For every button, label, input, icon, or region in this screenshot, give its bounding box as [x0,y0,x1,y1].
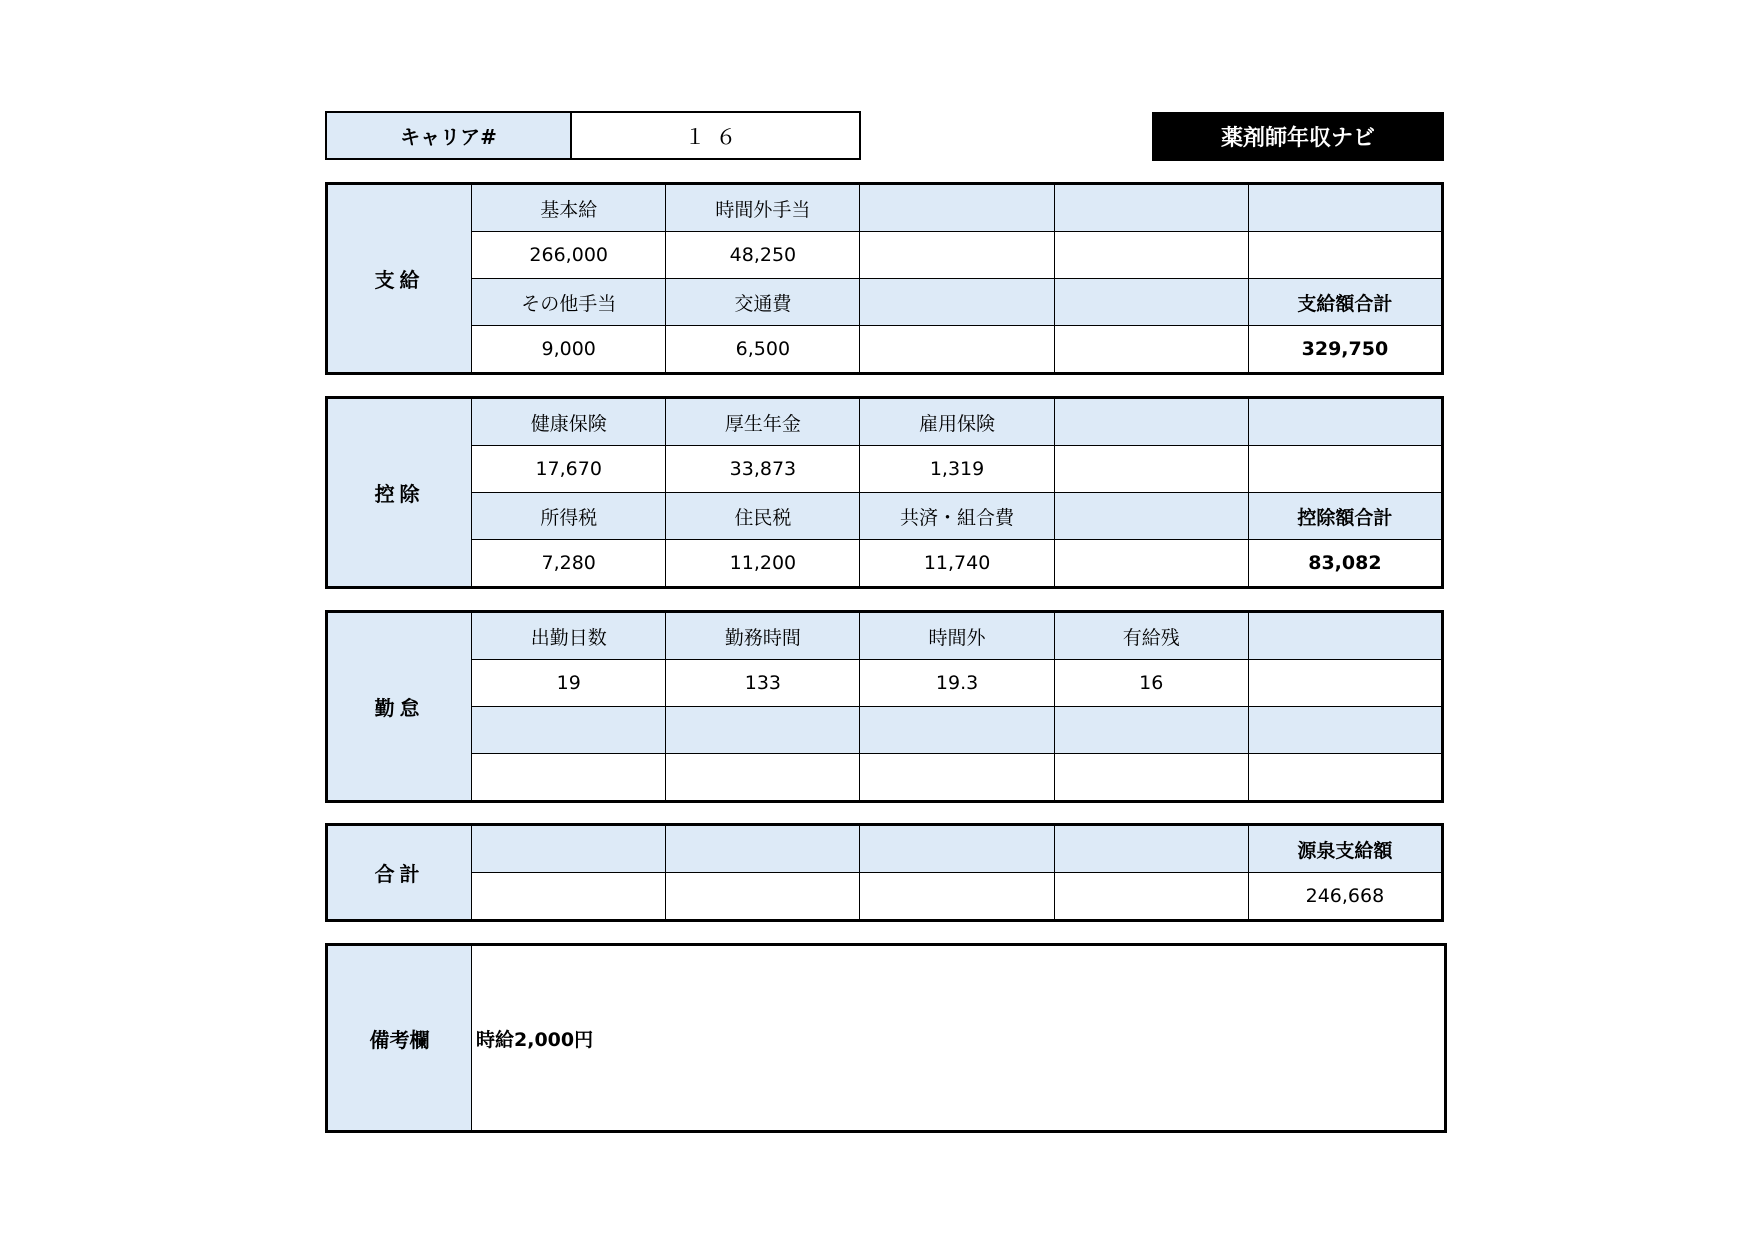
deduction-label-health-insurance: 健康保険 [472,398,666,446]
payment-value-empty [1054,326,1248,374]
deduction-label-employment-insurance: 雇用保険 [860,398,1054,446]
attendance-empty-label-cell [1054,707,1248,754]
deduction-label-empty [1248,398,1442,446]
attendance-empty-label-cell [666,707,860,754]
attendance-empty-value-cell [666,754,860,802]
attendance-value-paid-leave: 16 [1054,660,1248,707]
attendance-value-overtime: 19.3 [860,660,1054,707]
total-value-empty [666,873,860,921]
payment-label-empty [1248,184,1442,232]
attendance-empty-value-cell [860,754,1054,802]
total-label-empty [860,825,1054,873]
payment-label-basic-salary: 基本給 [472,184,666,232]
payment-value-empty [860,326,1054,374]
attendance-empty-label-cell [472,707,666,754]
payment-label-empty [860,279,1054,326]
attendance-empty-value-cell [472,754,666,802]
attendance-empty-value-cell [1248,754,1442,802]
remarks-title: 備考欄 [327,945,472,1132]
total-label-withholding-payment: 源泉支給額 [1248,825,1442,873]
payment-value-empty [1248,232,1442,279]
deduction-label-income-tax: 所得税 [472,493,666,540]
payment-value-empty [1054,232,1248,279]
total-value-empty [1054,873,1248,921]
total-label-empty [666,825,860,873]
payment-section [325,182,1444,375]
attendance-value-work-hours: 133 [666,660,860,707]
payment-label-empty [860,184,1054,232]
deduction-value-empty [1054,540,1248,588]
payment-label-total: 支給額合計 [1248,279,1442,326]
total-title: 合計 [327,825,472,921]
total-label-empty [472,825,666,873]
payment-value-basic-salary: 266,000 [472,232,666,279]
brand-title: 薬剤師年収ナビ [1152,112,1444,161]
deduction-value-pension: 33,873 [666,446,860,493]
attendance-label-empty [1248,612,1442,660]
payment-label-transportation: 交通費 [666,279,860,326]
career-header [325,111,861,160]
attendance-label-paid-leave: 有給残 [1054,612,1248,660]
career-label: キャリア# [326,112,571,159]
payment-value-empty [860,232,1054,279]
attendance-empty-label-cell [1248,707,1442,754]
attendance-label-workdays: 出勤日数 [472,612,666,660]
remarks-text: 時給2,000円 [472,945,1446,1132]
payment-value-total: 329,750 [1248,326,1442,374]
total-value-withholding-payment: 246,668 [1248,873,1442,921]
payment-value-overtime-allowance: 48,250 [666,232,860,279]
payment-value-transportation: 6,500 [666,326,860,374]
payment-title: 支給 [327,184,472,374]
deduction-label-union-fee: 共済・組合費 [860,493,1054,540]
attendance-label-overtime: 時間外 [860,612,1054,660]
deduction-label-total: 控除額合計 [1248,493,1442,540]
total-label-empty [1054,825,1248,873]
payment-label-empty [1054,279,1248,326]
career-number: １６ [571,112,860,159]
deduction-label-empty [1054,398,1248,446]
remarks-section [325,943,1447,1133]
deduction-value-empty [1054,446,1248,493]
attendance-label-work-hours: 勤務時間 [666,612,860,660]
attendance-empty-value-cell [1054,754,1248,802]
deduction-label-pension: 厚生年金 [666,398,860,446]
deduction-value-empty [1248,446,1442,493]
attendance-title: 勤怠 [327,612,472,802]
attendance-section [325,610,1444,803]
deduction-value-income-tax: 7,280 [472,540,666,588]
payment-label-empty [1054,184,1248,232]
total-section [325,823,1444,922]
attendance-empty-label-cell [860,707,1054,754]
payment-value-other-allowance: 9,000 [472,326,666,374]
deduction-label-resident-tax: 住民税 [666,493,860,540]
deduction-label-empty [1054,493,1248,540]
deduction-value-employment-insurance: 1,319 [860,446,1054,493]
deduction-value-health-insurance: 17,670 [472,446,666,493]
attendance-value-empty [1248,660,1442,707]
deduction-section [325,396,1444,589]
total-value-empty [860,873,1054,921]
deduction-value-union-fee: 11,740 [860,540,1054,588]
deduction-title: 控除 [327,398,472,588]
deduction-value-total: 83,082 [1248,540,1442,588]
payment-label-overtime-allowance: 時間外手当 [666,184,860,232]
attendance-value-workdays: 19 [472,660,666,707]
deduction-value-resident-tax: 11,200 [666,540,860,588]
payment-label-other-allowance: その他手当 [472,279,666,326]
total-value-empty [472,873,666,921]
